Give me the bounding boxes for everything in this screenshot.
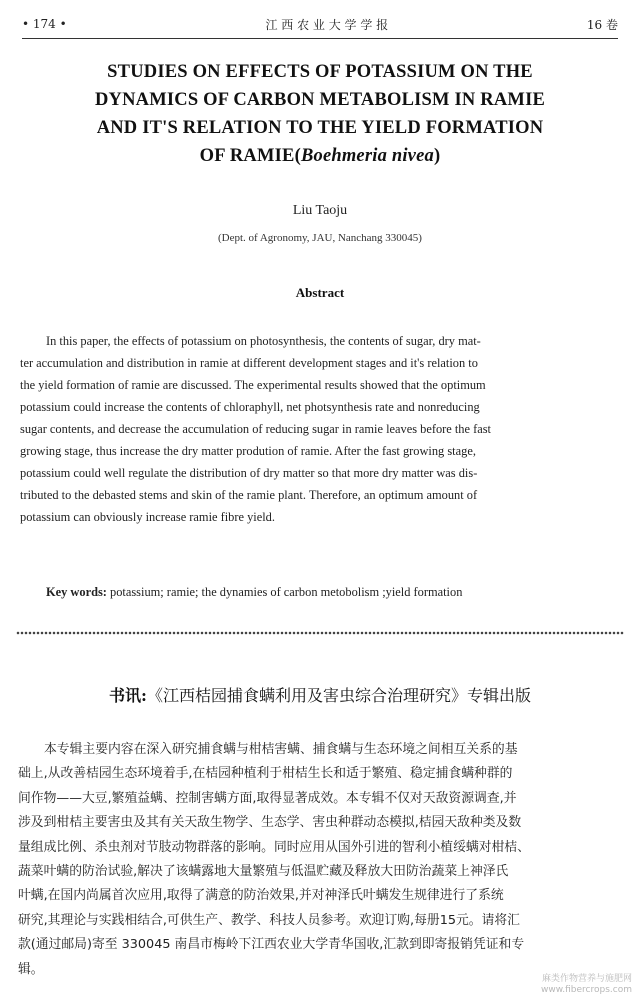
- header-rule: [22, 38, 618, 39]
- keywords-text: potassium; ramie; the dynamies of carbon metobolism ;yield formation: [106, 585, 463, 599]
- abstract-line: potassium can obviously increase ramie fibre yield.: [20, 510, 275, 524]
- paper-title: [40, 58, 600, 170]
- keywords: [46, 585, 616, 600]
- notice-line: 涉及到柑桔主要害虫及其有关天敌生物学、生态学、害虫种群动态模拟,桔园天敌种类及数: [18, 815, 522, 831]
- notice-line: 础上,从改善桔园生态环境着手,在桔园种植利于柑桔生长和适于繁殖、稳定捕食螨种群的: [18, 766, 513, 782]
- journal-name: 江 西 农 业 大 学 学 报: [265, 17, 389, 32]
- dotted-divider: [16, 630, 624, 636]
- book-notice-title: [0, 683, 640, 706]
- notice-line: 叶螨,在国内尚属首次应用,取得了满意的防治效果,并对神泽氏叶螨发生规律进行了系统: [18, 888, 504, 904]
- title-line: STUDIES ON EFFECTS OF POTASSIUM ON THE: [107, 62, 533, 82]
- notice-line: 蔬菜叶螨的防治试验,解决了该螨露地大量繁殖与低温贮藏及释放大田防治蔬菜上神泽氏: [18, 864, 509, 880]
- notice-line: 本专辑主要内容在深入研究捕食螨与柑桔害螨、捕食螨与生态环境之间相互关系的基: [44, 742, 518, 757]
- title-suffix: ): [433, 146, 441, 166]
- abstract-line: In this paper, the effects of potassium on photosynthesis, the contents of sugar, dry mat-: [46, 334, 481, 348]
- abstract-heading: Abstract: [295, 285, 345, 300]
- notice-line: 辑。: [18, 961, 44, 977]
- title-line: AND IT'S RELATION TO THE YIELD FORMATION: [96, 118, 544, 138]
- page-number: • 174 •: [22, 17, 67, 31]
- notice-line: 款(通过邮局)寄至 330045 南昌市梅岭下江西农业大学青华国收,汇款到即寄报销凭证和专: [18, 937, 525, 953]
- abstract-body: [20, 330, 616, 528]
- abstract-line: growing stage, thus increase the dry matter prodution of ramie. After the fast growing stage,: [20, 444, 476, 458]
- author-name: Liu Taoju: [292, 203, 348, 218]
- abstract-line: ter accumulation and distribution in ramie at different development stages and it's relation to: [20, 356, 478, 370]
- author-affiliation: (Dept. of Agronomy, JAU, Nanchang 330045): [218, 232, 422, 244]
- abstract-line: potassium could increase the contents of chloraphyll, net photsynthesis rate and nonreducing: [20, 400, 480, 414]
- abstract-line: potassium could well regulate the distribution of dry matter so that more dry matter was dis-: [20, 466, 478, 480]
- abstract-line: sugar contents, and decrease the accumulation of reducing sugar in ramie leaves before the fast: [20, 422, 491, 436]
- watermark-url: www.fibercrops.com: [541, 985, 632, 995]
- book-title: 《江西桔园捕食螨利用及害虫综合治理研究》专辑出版: [146, 686, 531, 705]
- book-notice-label: 书讯:: [109, 686, 147, 705]
- title-line-last: [40, 142, 600, 170]
- abstract-line: the yield formation of ramie are discussed. The experimental results showed that the optimum: [20, 378, 486, 392]
- notice-line: 研究,其理论与实践相结合,可供生产、教学、科技人员参考。欢迎订购,每册15元。请将汇: [18, 912, 520, 928]
- running-header: [22, 12, 618, 36]
- title-line: DYNAMICS OF CARBON METABOLISM IN RAMIE: [94, 90, 546, 110]
- notice-line: 间作物——大豆,繁殖益螨、控制害螨方面,取得显著成效。本专辑不仅对天敌资源调查,并: [18, 790, 517, 806]
- watermark-line: 麻类作物营养与施肥网: [541, 974, 632, 984]
- abstract-line: tributed to the debasted stems and skin of the ramie plant. Therefore, an optimum amount of: [20, 488, 478, 502]
- title-prefix: OF RAMIE(: [199, 146, 301, 166]
- site-watermark: [541, 974, 632, 996]
- volume-number: 16 卷: [586, 17, 618, 32]
- keywords-label: Key words:: [46, 585, 107, 599]
- species-name: Boehmeria nivea: [300, 146, 434, 166]
- book-notice-body: [18, 738, 622, 982]
- notice-line: 量组成比例、杀虫剂对节肢动物群落的影响。同时应用从国外引进的智利小植绥螨对柑桔、: [18, 839, 530, 855]
